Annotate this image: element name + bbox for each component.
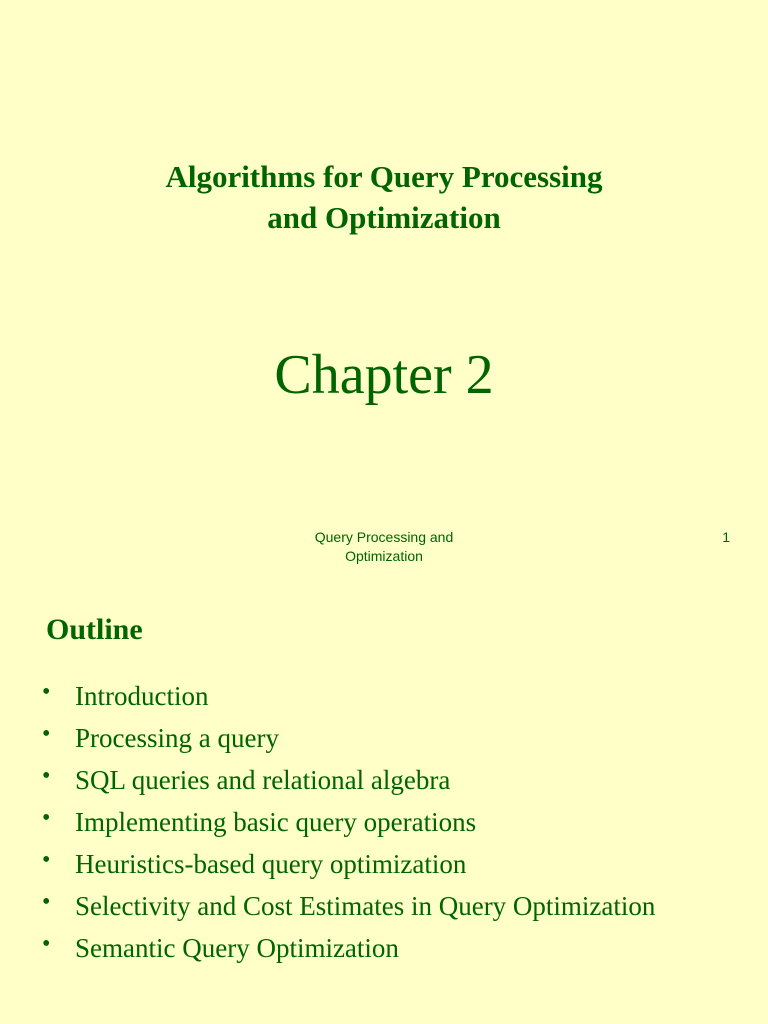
- bullet-icon: •: [42, 931, 51, 957]
- list-item-text: SQL queries and relational algebra: [75, 765, 451, 795]
- slide-footer-line-2: Optimization: [345, 548, 423, 564]
- bullet-icon: •: [42, 847, 51, 873]
- list-item-text: Implementing basic query operations: [75, 807, 477, 837]
- list-item-text: Introduction: [75, 681, 209, 711]
- list-item-text: Selectivity and Cost Estimates in Query Optimization: [75, 891, 656, 921]
- bullet-icon: •: [42, 721, 51, 747]
- chapter-label: Chapter 2: [274, 344, 494, 406]
- list-item-text: Heuristics-based query optimization: [75, 849, 467, 879]
- slide-footer: [284, 528, 484, 566]
- list-item-text: Semantic Query Optimization: [75, 933, 399, 963]
- slide-title: [0, 156, 768, 238]
- slide-title-line-2: and Optimization: [267, 200, 501, 235]
- slide-footer-line-1: Query Processing and: [314, 529, 454, 545]
- bullet-icon: •: [42, 889, 51, 915]
- outline-heading: Outline: [46, 613, 143, 646]
- list-item-text: Processing a query: [75, 723, 279, 753]
- slide-title-line-1: Algorithms for Query Processing: [165, 159, 603, 194]
- bullet-icon: •: [42, 805, 51, 831]
- bullet-icon: •: [42, 763, 51, 789]
- outline-slide: [0, 580, 768, 1024]
- bullet-icon: •: [42, 679, 51, 705]
- page-number: 1: [722, 529, 730, 545]
